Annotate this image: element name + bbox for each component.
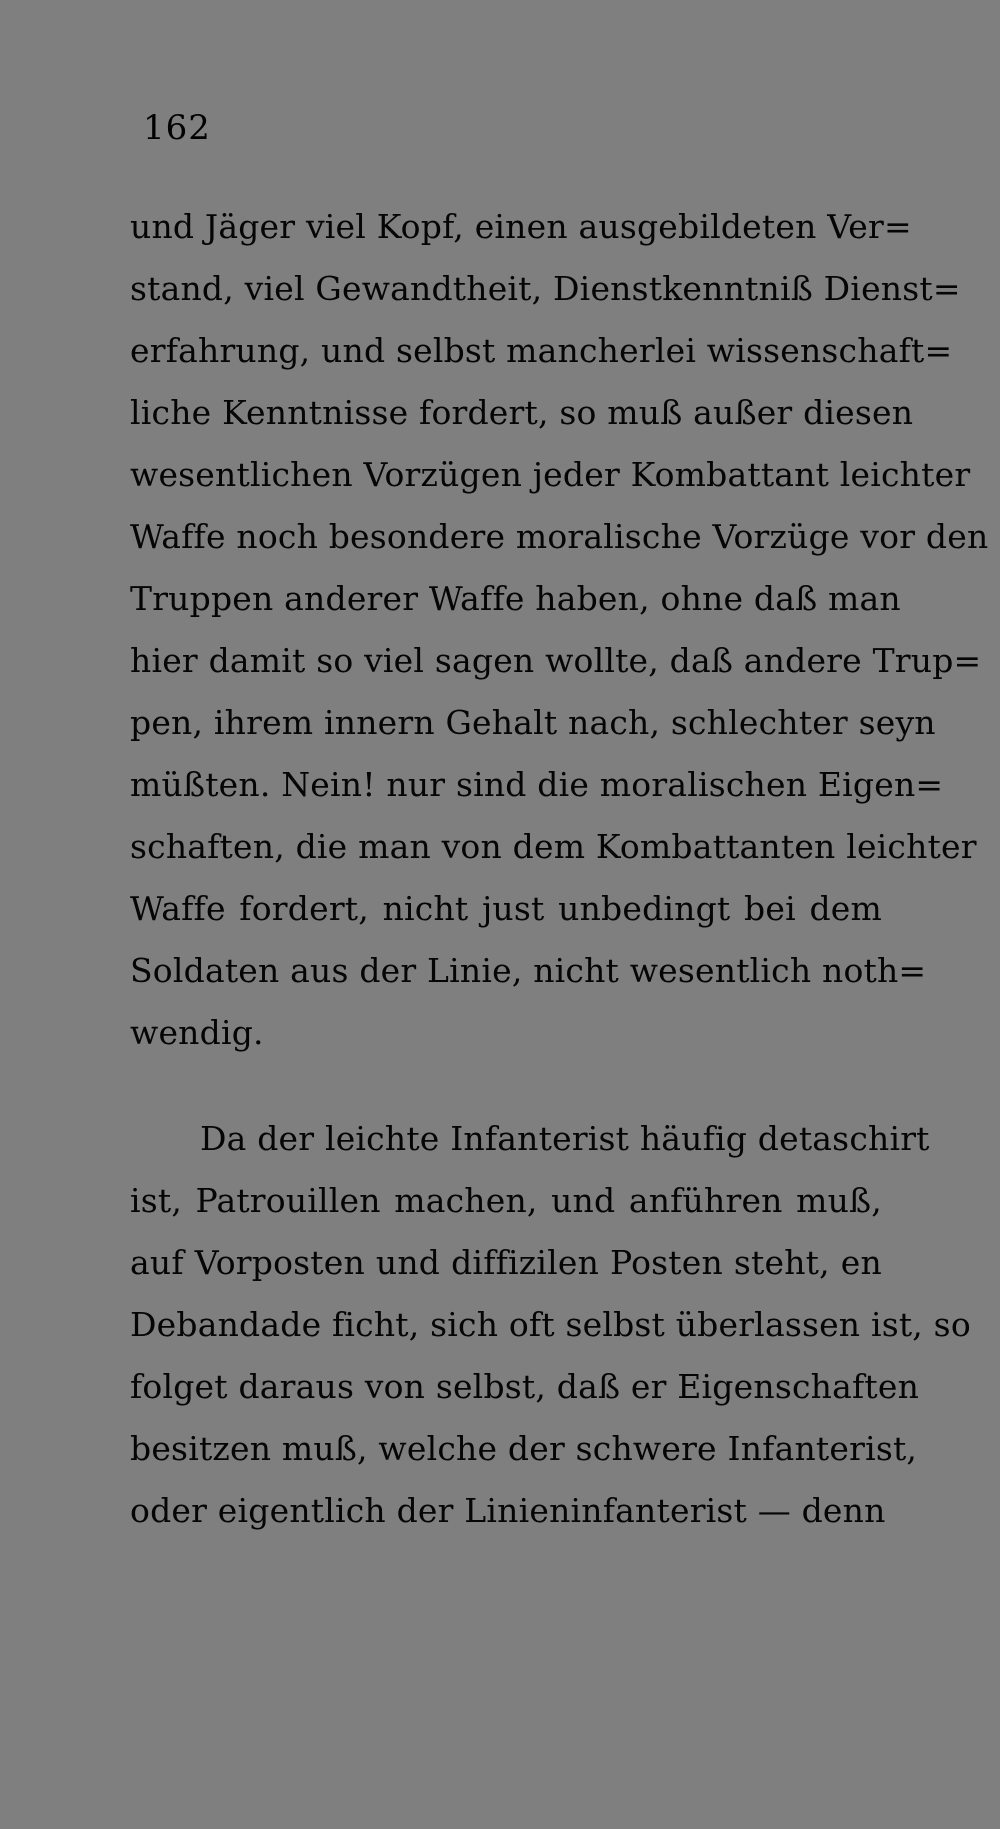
text-line: besitzen muß, welche der schwere Infanterist, [130, 1429, 918, 1468]
text-line: Waffe fordert, nicht just unbedingt bei dem [130, 889, 882, 928]
text-line: und Jäger viel Kopf, einen ausgebildeten Ver= [130, 207, 912, 246]
text-line: wendig. [130, 1013, 264, 1052]
text-line: wesentlichen Vorzügen jeder Kombattant leichter [130, 455, 971, 494]
text-line: hier damit so viel sagen wollte, daß andere Trup= [130, 641, 982, 680]
text-line: Debandade ficht, sich oft selbst überlassen ist, so [130, 1305, 971, 1344]
text-line: pen, ihrem innern Gehalt nach, schlechter seyn [130, 703, 936, 742]
text-line: Truppen anderer Waffe haben, ohne daß man [130, 579, 901, 618]
paragraph-2 [130, 1108, 971, 1542]
text-line: schaften, die man von dem Kombattanten leichter [130, 827, 977, 866]
paragraph-1 [130, 196, 989, 1064]
text-line: Soldaten aus der Linie, nicht wesentlich noth= [130, 951, 927, 990]
page-number: 162 [143, 108, 211, 148]
text-line: folget daraus von selbst, daß er Eigenschaften [130, 1367, 920, 1406]
text-line: Da der leichte Infanterist häufig detaschirt [200, 1119, 930, 1158]
text-line: müßten. Nein! nur sind die moralischen Eigen= [130, 765, 944, 804]
text-line: liche Kenntnisse fordert, so muß außer diesen [130, 393, 914, 432]
text-line: auf Vorposten und diffizilen Posten steht, en [130, 1243, 882, 1282]
text-line: ist, Patrouillen machen, und anführen muß, [130, 1181, 882, 1220]
text-line: stand, viel Gewandtheit, Dienstkenntniß Dienst= [130, 269, 961, 308]
text-line: Waffe noch besondere moralische Vorzüge vor den [130, 517, 989, 556]
text-line: erfahrung, und selbst mancherlei wissenschaft= [130, 331, 953, 370]
text-line: oder eigentlich der Linieninfanterist — denn [130, 1491, 886, 1530]
